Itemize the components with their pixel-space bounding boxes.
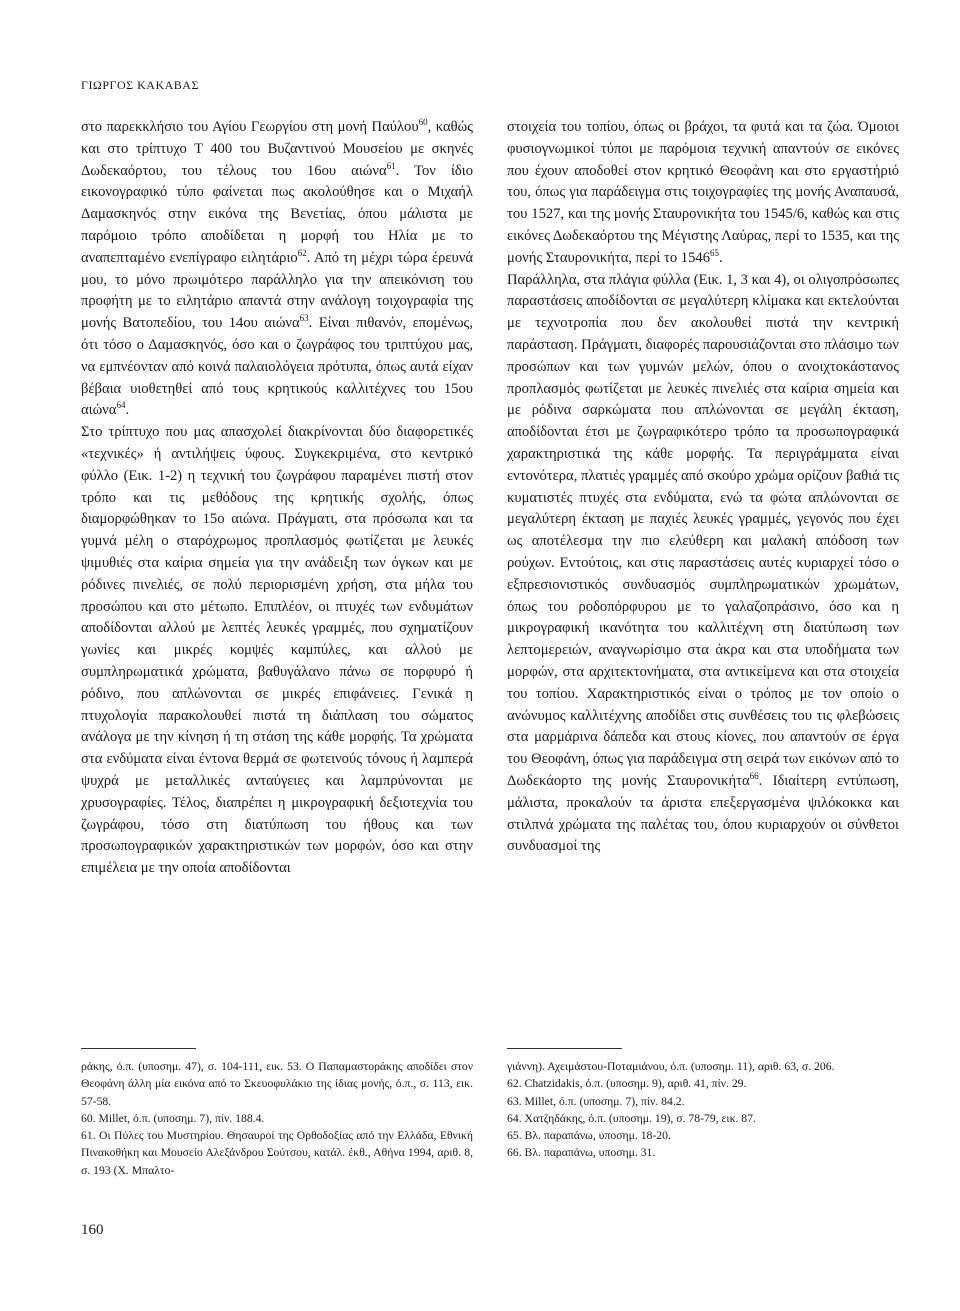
- footnote-ref[interactable]: 61: [386, 160, 396, 171]
- text-run: . Ιδιαίτερη εντύπωση, μάλιστα, προκαλούν τα άριστα επεξεργασμένα ψιλόκοκκα και στιλπνά χρώματα της παλέτας του, όπου κυριαρχούν οι σύνθετοι συνδυασμοί της: [507, 772, 899, 855]
- footnotes-left: [81, 1058, 473, 1179]
- footnote: ράκης, ό.π. (υποσημ. 47), σ. 104-111, εικ. 53. Ο Παπαμαστοράκης αποδίδει στον Θεοφάνη άλλη μία εικόνα από το Σκευοφυλάκιο της ίδιας μονής, ό.π., σ. 113, εικ. 57-58.: [81, 1060, 473, 1108]
- text-run: .: [719, 249, 723, 266]
- paragraph: [507, 270, 899, 859]
- footnote-ref[interactable]: 63: [299, 313, 309, 324]
- paragraph: [507, 117, 899, 270]
- footnote-ref[interactable]: 65: [710, 247, 719, 258]
- text-run: .: [125, 402, 130, 419]
- footnote: 60. Millet, ό.π. (υποσημ. 7), πίν. 188.4.: [81, 1111, 265, 1125]
- footnote-ref[interactable]: 66: [749, 771, 759, 782]
- text-run: . Από τη μέχρι τώρα έρευνά μου, το μόνο πρωιμότερο παράλληλο για την απεικόνιση του προφήτη με το ειλητάριο απαντά στην ανάλογη τοιχογραφία της μονής Βατοπεδίου, του 14ου αιώνα: [81, 249, 473, 332]
- text-run: . Είναι πιθανόν, επομένως, ότι τόσο ο Δαμασκηνός, όσο και ο ζωγράφος του τριπτύχου μας, να εμπνέονταν από κοινά παλαιολόγεια πρότυπα, όπως αυτά είχαν βέβαια υιοθετηθεί από τους κρητικούς καλλιτέχνες του 15ου αιώνα: [81, 315, 473, 419]
- body-column-left: [81, 117, 473, 880]
- footnote: 66. Βλ. παραπάνω, υποσημ. 31.: [507, 1146, 656, 1160]
- paragraph: Στο τρίπτυχο που μας απασχολεί διακρίνονται δύο διαφορετικές «τεχνικές» ή αντιλήψεις ύφους. Συγκεκριμένα, στο κεντρικό φύλλο (Εικ. 1-2) η τεχνική του ζωγράφου παραμένει πιστή στον τρόπο και τις μεθόδους της κρητικής σχολής, όπως διαμορφώθηκαν το 15ο αιώνα. Πράγματι, στα πρόσωπα και τα γυμνά μέλη ο σταρόχρωμος προπλασμός φωτίζεται με λευκές ψιμυθιές στα καίρια σημεία για την ανάδειξη των όγκων και με ρόδινες πινελιές, σε πολύ περιορισμένη χρήση, στα μήλα του προσώπου και στο μέτωπο. Επιπλέον, οι πτυχές των ενδυμάτων αποδίδονται αλλού με λεπτές λευκές γραμμές, που σχηματίζουν γωνίες και μικρές κομψές καμπύλες, και αλλού με συμπληρωματικά χρώματα, βαθυγάλανο πάνω σε πορφυρό ή ρόδινο, που απλώνονται σε μικρές επιφάνειες. Γενικά η πτυχολογία παρακολουθεί πιστά τη διάπλαση του σώματος ανάλογα με την κίνηση ή τη στάση της κάθε μορφής. Τα χρώματα στα ενδύματα είναι έντονα θερμά σε φωτεινούς τόνους ή λαμπερά ψυχρά με μεταλλικές ανταύγειες και λαμπρύνονται με χρυσογραφίες. Τέλος, διαπρέπει η μικρογραφική δεξιοτεχνία του ζωγράφου, τόσο στη διατύπωση του ήθους και των προσωπογραφικών χαρακτηριστικών των μορφών, όσο και στην επιμέλεια με την οποία αποδίδονται: [81, 424, 473, 877]
- body-column-right: [507, 117, 899, 858]
- footnote-ref[interactable]: 64: [116, 400, 126, 411]
- footnote: 64. Χατζηδάκης, ό.π. (υποσημ. 19), σ. 78-79, εικ. 87.: [507, 1111, 756, 1125]
- text-run: Παράλληλα, στα πλάγια φύλλα (Εικ. 1, 3 και 4), οι ολιγοπρόσωπες παραστάσεις αποδίδονται σε μεγαλύτερη κλίμακα και εκτελούνται με τεχνοτροπία που δεν ακολουθεί πιστά την κεντρική παράσταση. Πράγματι, διαφορές παρουσιάζονται στο πλάσιμο των προσώπων και των γυμνών μελών, όπου ο ανοιχτοκάστανος προπλασμός φωτίζεται με λευκές πινελιές στα καίρια σημεία και με ρόδινα σαρκώματα που απλώνονται σε μεγάλη έκταση, αποδίδονται έτσι με ζωγραφικότερο τρόπο τα προσωπογραφικά χαρακτηριστικά της κάθε μορφής. Τα περιγράμματα είναι εντονότερα, πλατιές γραμμές από σκούρο χρώμα ορίζουν βαθιά τις κυματιστές πτυχές στα ενδύματα, ενώ τα φώτα απλώνονται σε μεγαλύτερη έκταση με παχιές λευκές γραμμές, γεγονός που έχει ως αποτέλεσμα την πιο ελεύθερη και μαλακή απόδοση των ρούχων. Εντούτοις, και στις παραστάσεις αυτές κυριαρχεί τόσο ο εξπρεσιονιστικός συνδυασμός συμπληρωματικών χρωμάτων, όπως του ροδοπόρφυρου με το γαλαζοπράσινο, όσο και η μικρογραφική ικανότητα του καλλιτέχνη στη διατύπωση των λεπτομερειών, αναγνωρίσιμο στα άκρα και στα υποδήματα των μορφών, στα αρχιτεκτονήματα, στα αντικείμενα και στα στοιχεία του τοπίου. Χαρακτηριστικός είναι ο τρόπος με τον οποίο ο ανώνυμος καλλιτέχνης αποδίδει στις συνθέσεις του τις φλεβώσεις στα μαρμάρινα δάπεδα και στους κίονες, που απαντούν σε έργα του Θεοφάνη, όπως για παράδειγμα στη σειρά των εικόνων από το Δωδεκάορτο της μονής Σταυρονικήτα: [507, 271, 899, 789]
- text-run: , καθώς και στο τρίπτυχο Τ 400 του Βυζαντινού Μουσείου με σκηνές Δωδεκαόρτου, του τέλους του 16ου αιώνα: [81, 119, 473, 179]
- text-run: στο παρεκκλήσιο του Αγίου Γεωργίου στη μονή Παύλου: [81, 119, 419, 135]
- footnote: 61. Οι Πύλες του Μυστηρίου. Θησαυροί της Ορθοδοξίας από την Ελλάδα, Εθνική Πινακοθήκη και Μουσείο Αλεξάνδρου Σούτσου, κατάλ. έκθ., Αθήνα 1994, αριθ. 8, σ. 193 (Χ. Μπαλτο-: [81, 1129, 473, 1177]
- text-run: στοιχεία του τοπίου, όπως οι βράχοι, τα φυτά και τα ζώα. Όμοιοι φυσιογνωμικοί τύποι με παρόμοια τεχνική απαντούν σε εικόνες που έχουν αποδοθεί στον κρητικό Θεοφάνη και στο εργαστήριό του, όπως για παράδειγμα στις τοιχογραφίες της μονής Αναπαυσά, του 1527, και της μονής Σταυρονικήτα του 1545/6, καθώς και στις εικόνες Δωδεκαόρτου της Μέγιστης Λαύρας, περί το 1535, και της μονής Σταυρονικήτα, περί το 1546: [507, 119, 899, 266]
- footnotes-right: [507, 1058, 899, 1162]
- footnote: γιάννη). Αχειμάστου-Ποταμιάνου, ό.π. (υποσημ. 11), αριθ. 63, σ. 206.: [507, 1060, 835, 1073]
- footnote-ref[interactable]: 60: [418, 117, 428, 128]
- footnote-divider: [81, 1048, 196, 1049]
- text-run: . Τον ίδιο εικονογραφικό τύπο φαίνεται πως ακολούθησε και ο Μιχαήλ Δαμασκηνός στην εικόνα της Βενετίας, όπου μάλιστα με παρόμοιο τρόπο αποδίδεται η μορφή του Ηλία με το αναπεπταμένο ενεπίγραφο ειλητάριο: [81, 162, 473, 266]
- footnote: 62. Chatzidakis, ό.π. (υποσημ. 9), αριθ. 41, πίν. 29.: [507, 1077, 747, 1091]
- footnote: 65. Βλ. παραπάνω, υποσημ. 18-20.: [507, 1129, 671, 1143]
- paragraph: [81, 117, 473, 422]
- page-number: 160: [81, 1222, 104, 1238]
- running-head: ΓΙΩΡΓΟΣ ΚΑΚΑΒΑΣ: [81, 78, 199, 92]
- footnote-divider: [507, 1048, 622, 1049]
- footnote: 63. Millet, ό.π. (υποσημ. 7), πίν. 84.2.: [507, 1094, 685, 1108]
- footnote-ref[interactable]: 62: [297, 247, 307, 258]
